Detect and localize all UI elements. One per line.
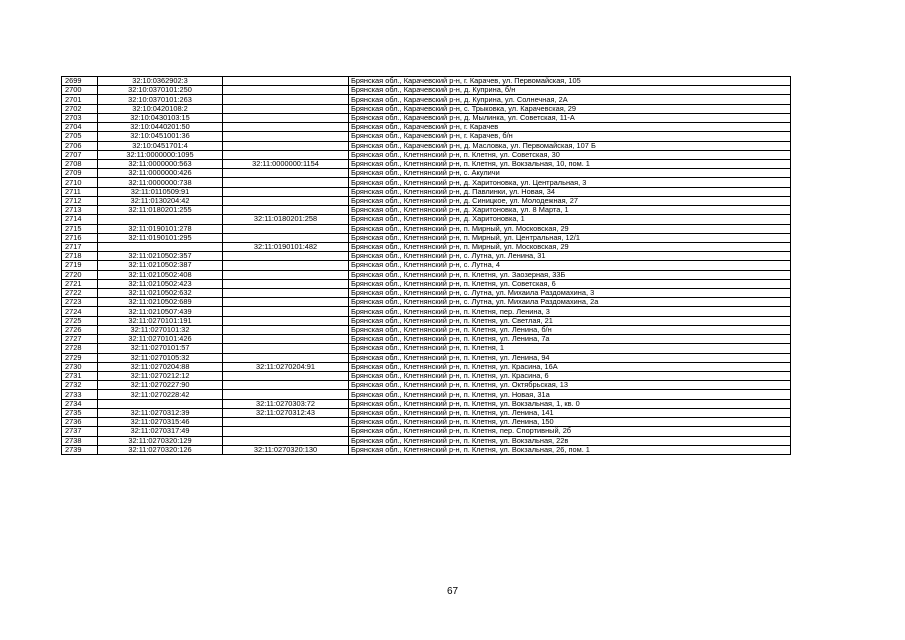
row-number-cell: 2700	[62, 86, 98, 95]
row-number-cell: 2705	[62, 132, 98, 141]
related-cadastral-number-cell	[223, 224, 349, 233]
table-row	[62, 307, 791, 316]
row-number-cell: 2716	[62, 233, 98, 242]
related-cadastral-number-cell	[223, 279, 349, 288]
row-number-cell: 2704	[62, 123, 98, 132]
address-cell: Брянская обл., Карачевский р-н, г. Карачев, б/н	[349, 132, 791, 141]
related-cadastral-number-cell	[223, 325, 349, 334]
address-cell: Брянская обл., Клетнянский р-н, д. Харитоновка, ул. Центральная, 3	[349, 178, 791, 187]
related-cadastral-number-cell	[223, 261, 349, 270]
row-number-cell: 2725	[62, 316, 98, 325]
address-cell: Брянская обл., Клетнянский р-н, п. Клетня, ул. Красина, 16А	[349, 362, 791, 371]
table-row	[62, 95, 791, 104]
table-row	[62, 86, 791, 95]
address-cell: Брянская обл., Клетнянский р-н, п. Клетня, ул. Вокзальная, 10, пом. 1	[349, 159, 791, 168]
related-cadastral-number-cell	[223, 316, 349, 325]
cadastral-number-cell: 32:11:0270105:32	[98, 353, 223, 362]
cadastral-number-cell: 32:11:0270227:90	[98, 381, 223, 390]
address-cell: Брянская обл., Клетнянский р-н, п. Клетня, ул. Ленина, 141	[349, 408, 791, 417]
address-cell: Брянская обл., Клетнянский р-н, с. Лутна, ул. Ленина, 31	[349, 252, 791, 261]
row-number-cell: 2712	[62, 196, 98, 205]
cadastral-number-cell: 32:11:0210502:632	[98, 289, 223, 298]
related-cadastral-number-cell: 32:11:0270204:91	[223, 362, 349, 371]
address-cell: Брянская обл., Клетнянский р-н, п. Клетня, 1	[349, 344, 791, 353]
table-row	[62, 436, 791, 445]
table-row	[62, 289, 791, 298]
row-number-cell: 2720	[62, 270, 98, 279]
table-row	[62, 261, 791, 270]
cadastral-number-cell: 32:11:0270228:42	[98, 390, 223, 399]
table-row	[62, 270, 791, 279]
table-row	[62, 150, 791, 159]
related-cadastral-number-cell	[223, 104, 349, 113]
cadastral-number-cell: 32:11:0270312:39	[98, 408, 223, 417]
address-cell: Брянская обл., Карачевский р-н, д. Куприна, б/н	[349, 86, 791, 95]
table-row	[62, 242, 791, 251]
row-number-cell: 2706	[62, 141, 98, 150]
address-cell: Брянская обл., Клетнянский р-н, п. Клетня, ул. Заозерная, 33Б	[349, 270, 791, 279]
related-cadastral-number-cell	[223, 95, 349, 104]
row-number-cell: 2722	[62, 289, 98, 298]
address-cell: Брянская обл., Клетнянский р-н, п. Клетня, ул. Октябрьская, 13	[349, 381, 791, 390]
related-cadastral-number-cell	[223, 390, 349, 399]
cadastral-number-cell: 32:11:0270317:49	[98, 427, 223, 436]
table-row	[62, 159, 791, 168]
cadastral-number-cell: 32:11:0210502:689	[98, 298, 223, 307]
related-cadastral-number-cell	[223, 233, 349, 242]
address-cell: Брянская обл., Клетнянский р-н, д. Павлинки, ул. Новая, 34	[349, 187, 791, 196]
row-number-cell: 2713	[62, 206, 98, 215]
row-number-cell: 2727	[62, 335, 98, 344]
table-row	[62, 206, 791, 215]
address-cell: Брянская обл., Клетнянский р-н, п. Клетня, ул. Вокзальная, 26, пом. 1	[349, 445, 791, 454]
cadastral-number-cell: 32:10:0451001:36	[98, 132, 223, 141]
row-number-cell: 2735	[62, 408, 98, 417]
cadastral-number-cell: 32:11:0130204:42	[98, 196, 223, 205]
address-cell: Брянская обл., Клетнянский р-н, п. Клетня, пер. Ленина, 3	[349, 307, 791, 316]
related-cadastral-number-cell	[223, 344, 349, 353]
row-number-cell: 2703	[62, 113, 98, 122]
address-cell: Брянская обл., Карачевский р-н, д. Куприна, ул. Солнечная, 2А	[349, 95, 791, 104]
cadastral-number-cell: 32:10:0440201:50	[98, 123, 223, 132]
table-row	[62, 362, 791, 371]
related-cadastral-number-cell	[223, 169, 349, 178]
cadastral-number-cell: 32:10:0430103:15	[98, 113, 223, 122]
address-cell: Брянская обл., Клетнянский р-н, п. Клетня, ул. Ленина, 150	[349, 418, 791, 427]
table-row	[62, 123, 791, 132]
address-cell: Брянская обл., Клетнянский р-н, с. Лутна, ул. Михаила Раздомахина, 2а	[349, 298, 791, 307]
cadastral-number-cell: 32:11:0000000:426	[98, 169, 223, 178]
cadastral-number-cell	[98, 215, 223, 224]
row-number-cell: 2738	[62, 436, 98, 445]
row-number-cell: 2699	[62, 77, 98, 86]
table-row	[62, 77, 791, 86]
related-cadastral-number-cell	[223, 418, 349, 427]
related-cadastral-number-cell	[223, 270, 349, 279]
table-row	[62, 224, 791, 233]
address-cell: Брянская обл., Клетнянский р-н, п. Клетня, ул. Новая, 31а	[349, 390, 791, 399]
row-number-cell: 2724	[62, 307, 98, 316]
row-number-cell: 2717	[62, 242, 98, 251]
table-row	[62, 279, 791, 288]
table-row	[62, 390, 791, 399]
table-row	[62, 169, 791, 178]
table-row	[62, 187, 791, 196]
row-number-cell: 2711	[62, 187, 98, 196]
related-cadastral-number-cell	[223, 307, 349, 316]
cadastral-number-cell: 32:10:0451701:4	[98, 141, 223, 150]
related-cadastral-number-cell	[223, 289, 349, 298]
related-cadastral-number-cell	[223, 123, 349, 132]
table-row	[62, 353, 791, 362]
related-cadastral-number-cell	[223, 196, 349, 205]
address-cell: Брянская обл., Клетнянский р-н, с. Лутна, 4	[349, 261, 791, 270]
address-cell: Брянская обл., Карачевский р-н, г. Карачев, ул. Первомайская, 105	[349, 77, 791, 86]
cadastral-number-cell: 32:11:0270320:129	[98, 436, 223, 445]
table-row	[62, 141, 791, 150]
cadastral-number-cell: 32:10:0370101:250	[98, 86, 223, 95]
address-cell: Брянская обл., Клетнянский р-н, п. Клетня, ул. Вокзальная, 22в	[349, 436, 791, 445]
row-number-cell: 2715	[62, 224, 98, 233]
cadastral-number-cell: 32:11:0270101:426	[98, 335, 223, 344]
cadastral-number-cell: 32:11:0180201:255	[98, 206, 223, 215]
cadastral-number-cell: 32:11:0210502:408	[98, 270, 223, 279]
table-row	[62, 381, 791, 390]
address-cell: Брянская обл., Карачевский р-н, д. Масловка, ул. Первомайская, 107 Б	[349, 141, 791, 150]
related-cadastral-number-cell	[223, 132, 349, 141]
cadastral-number-cell: 32:11:0270204:88	[98, 362, 223, 371]
table-row	[62, 215, 791, 224]
address-cell: Брянская обл., Клетнянский р-н, п. Клетня, ул. Светлая, 21	[349, 316, 791, 325]
address-cell: Брянская обл., Клетнянский р-н, п. Мирный, ул. Центральная, 12/1	[349, 233, 791, 242]
address-cell: Брянская обл., Клетнянский р-н, д. Харитоновка, 1	[349, 215, 791, 224]
address-cell: Брянская обл., Клетнянский р-н, п. Клетня, пер. Спортивный, 2б	[349, 427, 791, 436]
row-number-cell: 2710	[62, 178, 98, 187]
registry-table-body	[62, 77, 791, 455]
row-number-cell: 2723	[62, 298, 98, 307]
address-cell: Брянская обл., Клетнянский р-н, п. Мирный, ул. Московская, 29	[349, 224, 791, 233]
table-row	[62, 316, 791, 325]
cadastral-number-cell: 32:11:0000000:563	[98, 159, 223, 168]
row-number-cell: 2702	[62, 104, 98, 113]
cadastral-number-cell: 32:11:0270212:12	[98, 372, 223, 381]
related-cadastral-number-cell	[223, 298, 349, 307]
address-cell: Брянская обл., Клетнянский р-н, п. Мирный, ул. Московская, 29	[349, 242, 791, 251]
table-row	[62, 104, 791, 113]
cadastral-number-cell: 32:11:0270101:191	[98, 316, 223, 325]
related-cadastral-number-cell	[223, 353, 349, 362]
address-cell: Брянская обл., Клетнянский р-н, п. Клетня, ул. Ленина, 94	[349, 353, 791, 362]
row-number-cell: 2701	[62, 95, 98, 104]
address-cell: Брянская обл., Клетнянский р-н, п. Клетня, ул. Красина, 6	[349, 372, 791, 381]
row-number-cell: 2737	[62, 427, 98, 436]
row-number-cell: 2732	[62, 381, 98, 390]
related-cadastral-number-cell	[223, 372, 349, 381]
row-number-cell: 2729	[62, 353, 98, 362]
row-number-cell: 2708	[62, 159, 98, 168]
related-cadastral-number-cell	[223, 252, 349, 261]
related-cadastral-number-cell: 32:11:0270312:43	[223, 408, 349, 417]
related-cadastral-number-cell	[223, 77, 349, 86]
related-cadastral-number-cell: 32:11:0000000:1154	[223, 159, 349, 168]
table-row	[62, 113, 791, 122]
cadastral-number-cell: 32:10:0362902:3	[98, 77, 223, 86]
table-row	[62, 372, 791, 381]
related-cadastral-number-cell: 32:11:0190101:482	[223, 242, 349, 251]
cadastral-number-cell: 32:11:0000000:1095	[98, 150, 223, 159]
cadastral-number-cell: 32:11:0190101:278	[98, 224, 223, 233]
table-row	[62, 445, 791, 454]
row-number-cell: 2718	[62, 252, 98, 261]
address-cell: Брянская обл., Клетнянский р-н, с. Лутна, ул. Михаила Раздомахина, 3	[349, 289, 791, 298]
cadastral-number-cell	[98, 399, 223, 408]
address-cell: Брянская обл., Клетнянский р-н, д. Синицкое, ул. Молодежная, 27	[349, 196, 791, 205]
related-cadastral-number-cell	[223, 150, 349, 159]
related-cadastral-number-cell	[223, 86, 349, 95]
table-row	[62, 252, 791, 261]
row-number-cell: 2726	[62, 325, 98, 334]
related-cadastral-number-cell	[223, 178, 349, 187]
row-number-cell: 2721	[62, 279, 98, 288]
cadastral-number-cell	[98, 242, 223, 251]
address-cell: Брянская обл., Клетнянский р-н, д. Харитоновка, ул. 8 Марта, 1	[349, 206, 791, 215]
page-number: 67	[446, 586, 459, 597]
address-cell: Брянская обл., Клетнянский р-н, с. Акуличи	[349, 169, 791, 178]
row-number-cell: 2728	[62, 344, 98, 353]
row-number-cell: 2731	[62, 372, 98, 381]
related-cadastral-number-cell	[223, 381, 349, 390]
row-number-cell: 2714	[62, 215, 98, 224]
address-cell: Брянская обл., Клетнянский р-н, п. Клетня, ул. Ленина, 7а	[349, 335, 791, 344]
row-number-cell: 2734	[62, 399, 98, 408]
address-cell: Брянская обл., Карачевский р-н, г. Карачев	[349, 123, 791, 132]
related-cadastral-number-cell	[223, 335, 349, 344]
cadastral-number-cell: 32:10:0420108:2	[98, 104, 223, 113]
related-cadastral-number-cell	[223, 206, 349, 215]
cadastral-number-cell: 32:11:0210502:423	[98, 279, 223, 288]
related-cadastral-number-cell: 32:11:0180201:258	[223, 215, 349, 224]
cadastral-number-cell: 32:11:0270101:57	[98, 344, 223, 353]
cadastral-number-cell: 32:11:0110509:91	[98, 187, 223, 196]
row-number-cell: 2709	[62, 169, 98, 178]
cadastral-number-cell: 32:11:0210507:439	[98, 307, 223, 316]
address-cell: Брянская обл., Клетнянский р-н, п. Клетня, ул. Советская, 30	[349, 150, 791, 159]
related-cadastral-number-cell	[223, 187, 349, 196]
address-cell: Брянская обл., Клетнянский р-н, п. Клетня, ул. Ленина, б/н	[349, 325, 791, 334]
row-number-cell: 2707	[62, 150, 98, 159]
table-row	[62, 178, 791, 187]
property-registry-table	[61, 76, 791, 455]
related-cadastral-number-cell	[223, 141, 349, 150]
table-row	[62, 399, 791, 408]
related-cadastral-number-cell	[223, 436, 349, 445]
related-cadastral-number-cell: 32:11:0270303:72	[223, 399, 349, 408]
row-number-cell: 2733	[62, 390, 98, 399]
cadastral-number-cell: 32:11:0210502:357	[98, 252, 223, 261]
related-cadastral-number-cell	[223, 427, 349, 436]
row-number-cell: 2719	[62, 261, 98, 270]
table-row	[62, 325, 791, 334]
table-row	[62, 233, 791, 242]
address-cell: Брянская обл., Карачевский р-н, д. Мылинка, ул. Советская, 11-А	[349, 113, 791, 122]
cadastral-number-cell: 32:11:0270320:126	[98, 445, 223, 454]
table-row	[62, 418, 791, 427]
table-row	[62, 335, 791, 344]
related-cadastral-number-cell	[223, 113, 349, 122]
table-row	[62, 196, 791, 205]
row-number-cell: 2736	[62, 418, 98, 427]
cadastral-number-cell: 32:11:0000000:738	[98, 178, 223, 187]
table-row	[62, 408, 791, 417]
cadastral-number-cell: 32:10:0370101:263	[98, 95, 223, 104]
cadastral-number-cell: 32:11:0190101:295	[98, 233, 223, 242]
address-cell: Брянская обл., Клетнянский р-н, п. Клетня, ул. Вокзальная, 1, кв. 0	[349, 399, 791, 408]
table-row	[62, 132, 791, 141]
related-cadastral-number-cell: 32:11:0270320:130	[223, 445, 349, 454]
address-cell: Брянская обл., Карачевский р-н, с. Трыковка, ул. Карачевская, 29	[349, 104, 791, 113]
table-row	[62, 344, 791, 353]
cadastral-number-cell: 32:11:0210502:387	[98, 261, 223, 270]
address-cell: Брянская обл., Клетнянский р-н, п. Клетня, ул. Советская, 6	[349, 279, 791, 288]
table-row	[62, 298, 791, 307]
cadastral-number-cell: 32:11:0270315:46	[98, 418, 223, 427]
table-row	[62, 427, 791, 436]
row-number-cell: 2730	[62, 362, 98, 371]
row-number-cell: 2739	[62, 445, 98, 454]
cadastral-number-cell: 32:11:0270101:32	[98, 325, 223, 334]
